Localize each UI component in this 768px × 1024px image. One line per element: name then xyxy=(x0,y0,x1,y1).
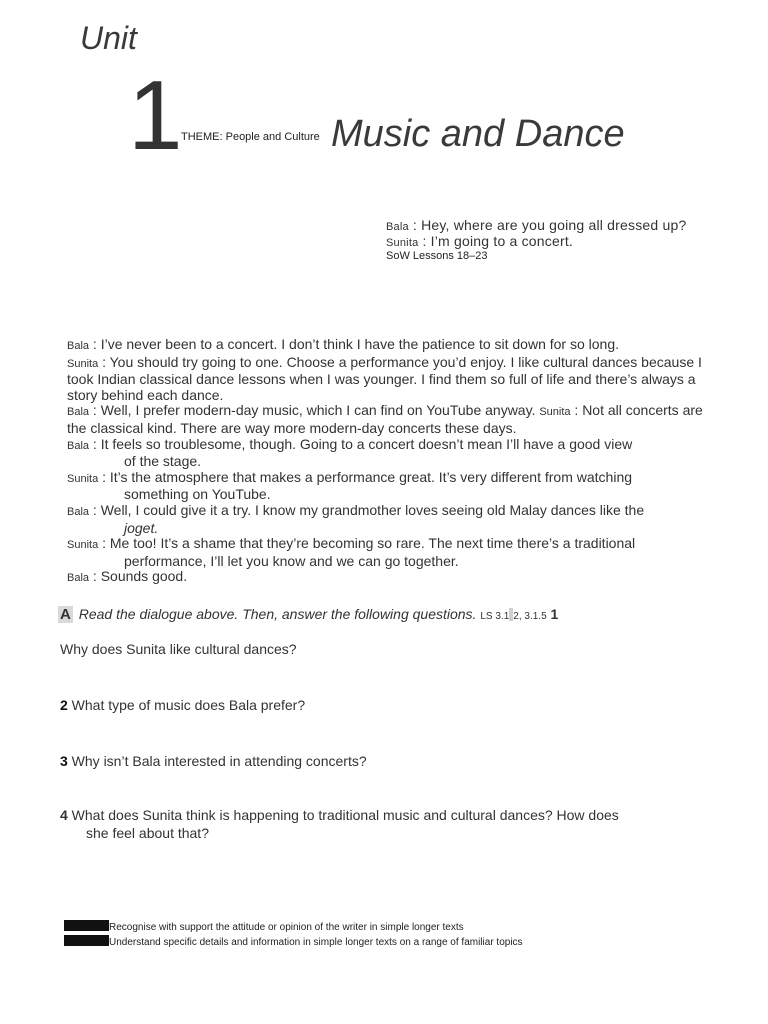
instruction-text: Read the dialogue above. Then, answer the following questions. xyxy=(78,606,477,622)
objective-line xyxy=(64,920,464,933)
dialogue-text: : Well, I could give it a try. I know my grandmother loves seeing old Malay dances like the xyxy=(89,501,645,518)
redaction-block xyxy=(64,920,109,931)
question-3 xyxy=(60,753,367,769)
speaker-name: Bala xyxy=(67,572,90,585)
dialogue-line xyxy=(67,470,707,488)
objective-line xyxy=(64,935,523,948)
question-number: 1 xyxy=(550,606,559,622)
section-label: A xyxy=(60,606,71,623)
dialogue-line xyxy=(67,437,707,455)
speaker-name: Sunita xyxy=(67,472,99,485)
dialogue-text: : Not all concerts are the classical kind. There are way more modern-day concerts these days. xyxy=(67,402,703,436)
dialogue-continuation: of the stage. xyxy=(124,453,202,470)
dialogue-line xyxy=(67,403,707,436)
ls-reference: LS 3.1 xyxy=(480,611,510,622)
objective-text: Recognise with support the attitude or opinion of the writer in simple longer texts xyxy=(109,922,464,933)
intro-line xyxy=(386,217,686,233)
dialogue-continuation: something on YouTube. xyxy=(124,486,271,503)
dialogue-text: : It’s the atmosphere that makes a performance great. It’s very different from watching xyxy=(98,468,633,485)
ls-reference: 2, 3.1.5 xyxy=(513,611,547,622)
question-text: What type of music does Bala prefer? xyxy=(67,697,306,713)
dialogue xyxy=(67,337,707,587)
objective-text: Understand specific details and information in simple longer texts on a range of familiar topics xyxy=(109,937,523,948)
speaker-name: Bala xyxy=(67,406,90,419)
speaker-name: Bala xyxy=(67,340,90,352)
page-title: Music and Dance xyxy=(331,113,625,155)
dialogue-text: : Sounds good. xyxy=(89,568,188,585)
dialogue-text: : Me too! It’s a shame that they’re becoming so rare. The next time there’s a traditional xyxy=(98,535,636,552)
speaker-name: Bala xyxy=(67,505,90,518)
question-2 xyxy=(60,697,305,713)
dialogue-text: : Well, I prefer modern-day music, which I can find on YouTube anyway. xyxy=(89,402,540,419)
dialogue-continuation: joget. xyxy=(124,519,159,536)
unit-number: 1 xyxy=(128,60,181,170)
speaker-name: Bala xyxy=(386,221,409,233)
unit-label: Unit xyxy=(80,20,137,56)
speaker-name: Bala xyxy=(67,439,90,452)
dialogue-line xyxy=(67,569,707,587)
dialogue-continuation: performance, I’ll let you know and we can go together. xyxy=(124,552,459,569)
question-4 xyxy=(60,806,700,842)
question-1 xyxy=(60,641,297,657)
section-a-instruction xyxy=(58,606,558,623)
speaker-name: Sunita xyxy=(67,357,99,370)
question-number: 4 xyxy=(60,807,68,823)
redaction-block xyxy=(64,935,109,946)
sow-lessons: SoW Lessons 18–23 xyxy=(386,250,488,262)
question-continuation: she feel about that? xyxy=(86,825,209,841)
intro-text: : Hey, where are you going all dressed up? xyxy=(408,217,687,233)
dialogue-text: : You should try going to one. Choose a performance you’d enjoy. I like cultural dances because I took Indian classical dance lessons when I was younger. I find them so full of life and there’s always a story behind each dance. xyxy=(67,353,702,403)
question-number: 2 xyxy=(60,697,68,713)
dialogue-line xyxy=(67,503,707,521)
question-number: 3 xyxy=(60,753,68,769)
question-text: What does Sunita think is happening to traditional music and cultural dances? How does xyxy=(67,807,619,823)
dialogue-line xyxy=(67,337,707,355)
dialogue-text: : I’ve never been to a concert. I don’t think I have the patience to sit down for so long. xyxy=(89,336,620,352)
speaker-name: Sunita xyxy=(67,539,99,552)
intro-text: : I’m going to a concert. xyxy=(418,233,573,249)
dialogue-line xyxy=(67,536,707,554)
speaker-name: Sunita xyxy=(539,406,571,419)
dialogue-text: : It feels so troublesome, though. Going to a concert doesn’t mean I’ll have a good view xyxy=(89,435,633,452)
speaker-name: Sunita xyxy=(386,237,419,249)
question-text: Why isn’t Bala interested in attending concerts? xyxy=(67,753,367,769)
theme-label: THEME: People and Culture xyxy=(181,131,320,143)
intro-line xyxy=(386,233,573,249)
question-text: Why does Sunita like cultural dances? xyxy=(60,641,297,657)
dialogue-line xyxy=(67,355,707,404)
